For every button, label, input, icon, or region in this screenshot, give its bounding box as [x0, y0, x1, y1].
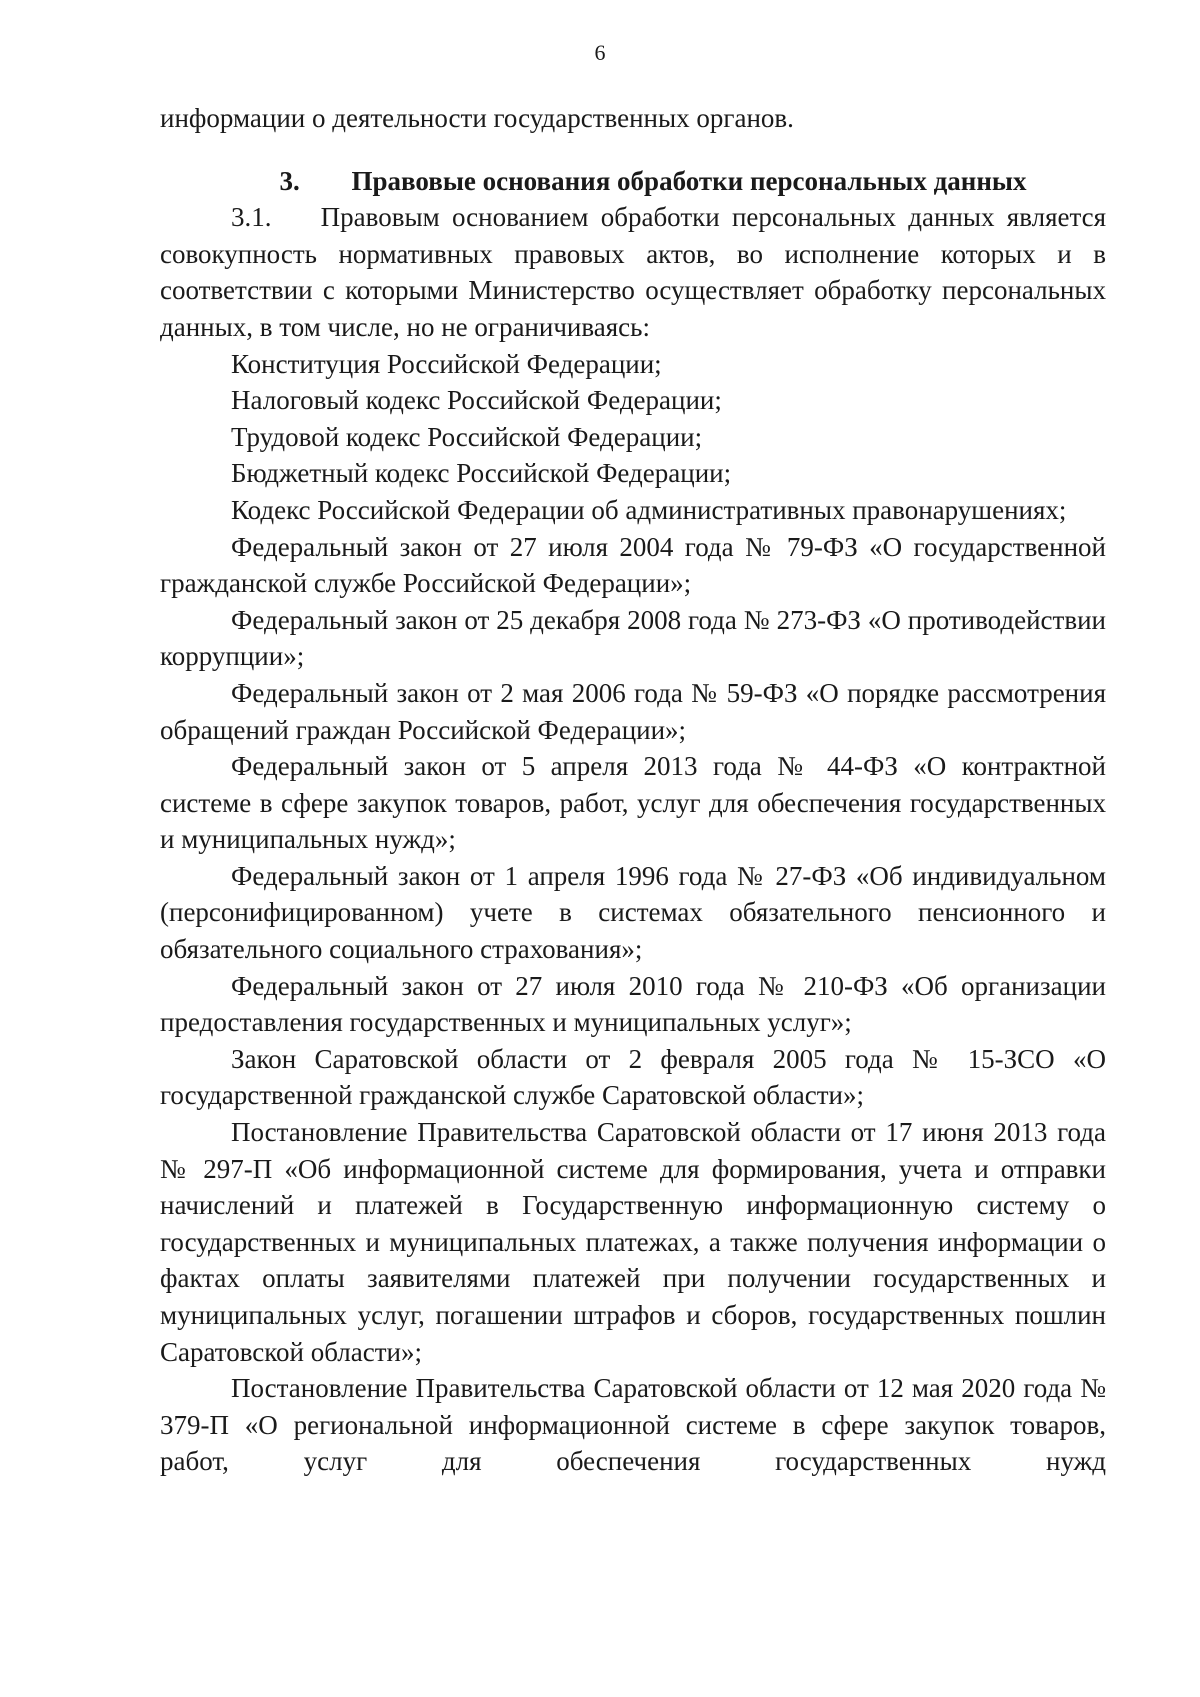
list-item: Бюджетный кодекс Российской Федерации;: [231, 458, 732, 489]
list-item: Кодекс Российской Федерации об административных правонарушениях;: [231, 494, 1067, 525]
list-item: Конституция Российской Федерации;: [231, 348, 662, 379]
list-item: Федеральный закон от 5 апреля 2013 года № 44-ФЗ «О контрактной системе в сфере закупок товаров, работ, услуг для обеспечения государственных и муниципальных нужд»;: [160, 751, 1106, 855]
list-item: Закон Саратовской области от 2 февраля 2005 года № 15-ЗСО «О государственной гражданской службе Саратовской области»;: [160, 1043, 1106, 1111]
list-item: Трудовой кодекс Российской Федерации;: [231, 421, 703, 452]
clause-number: 3.1.: [231, 202, 272, 233]
clause-paragraph: [160, 199, 1106, 345]
list-item: Федеральный закон от 2 мая 2006 года № 59-ФЗ «О порядке рассмотрения обращений граждан Российской Федерации»;: [160, 677, 1106, 745]
section-heading: [180, 163, 1126, 200]
list-item: Постановление Правительства Саратовской области от 12 мая 2020 года № 379-П «О региональной информационной системе в сфере закупок товаров, работ, услуг для обеспечения государственных нужд: [160, 1373, 1106, 1477]
list-item: Федеральный закон от 1 апреля 1996 года № 27-ФЗ «Об индивидуальном (персонифицированном) учете в системах обязательного пенсионного и обязательного социального страхования»;: [160, 860, 1106, 965]
list-item: Федеральный закон от 27 июля 2004 года № 79-ФЗ «О государственной гражданской службе Российской Федерации»;: [160, 531, 1106, 599]
intro-line: информации о деятельности государственных органов.: [160, 103, 794, 133]
list-item: Федеральный закон от 25 декабря 2008 года № 273-ФЗ «О противодействии коррупции»;: [160, 604, 1106, 672]
list-item: Налоговый кодекс Российской Федерации;: [231, 385, 722, 416]
section-title: Правовые основания обработки персональных данных: [351, 165, 1027, 196]
section-number: 3.: [279, 165, 300, 196]
clause-text: Правовым основанием обработки персональных данных является совокупность нормативных правовых актов, во исполнение которых и в соответствии с которыми Министерство осуществляет обработку персональных данных, в том числе, но не ограничиваясь:: [160, 202, 1107, 342]
list-item: Федеральный закон от 27 июля 2010 года № 210-ФЗ «Об организации предоставления государственных и муниципальных услуг»;: [160, 970, 1106, 1038]
document-body: [160, 100, 1106, 1480]
page-number: 6: [594, 40, 606, 65]
list-item: Постановление Правительства Саратовской области от 17 июня 2013 года № 297-П «Об информационной системе для формирования, учета и отправки начислений и платежей в Государственную информационную систему о государственных и муниципальных платежах, а также получения информации о фактах оплаты заявителями платежей при получении государственных и муниципальных услуг, погашении штрафов и сборов, государственных пошлин Саратовской области»;: [160, 1117, 1106, 1367]
